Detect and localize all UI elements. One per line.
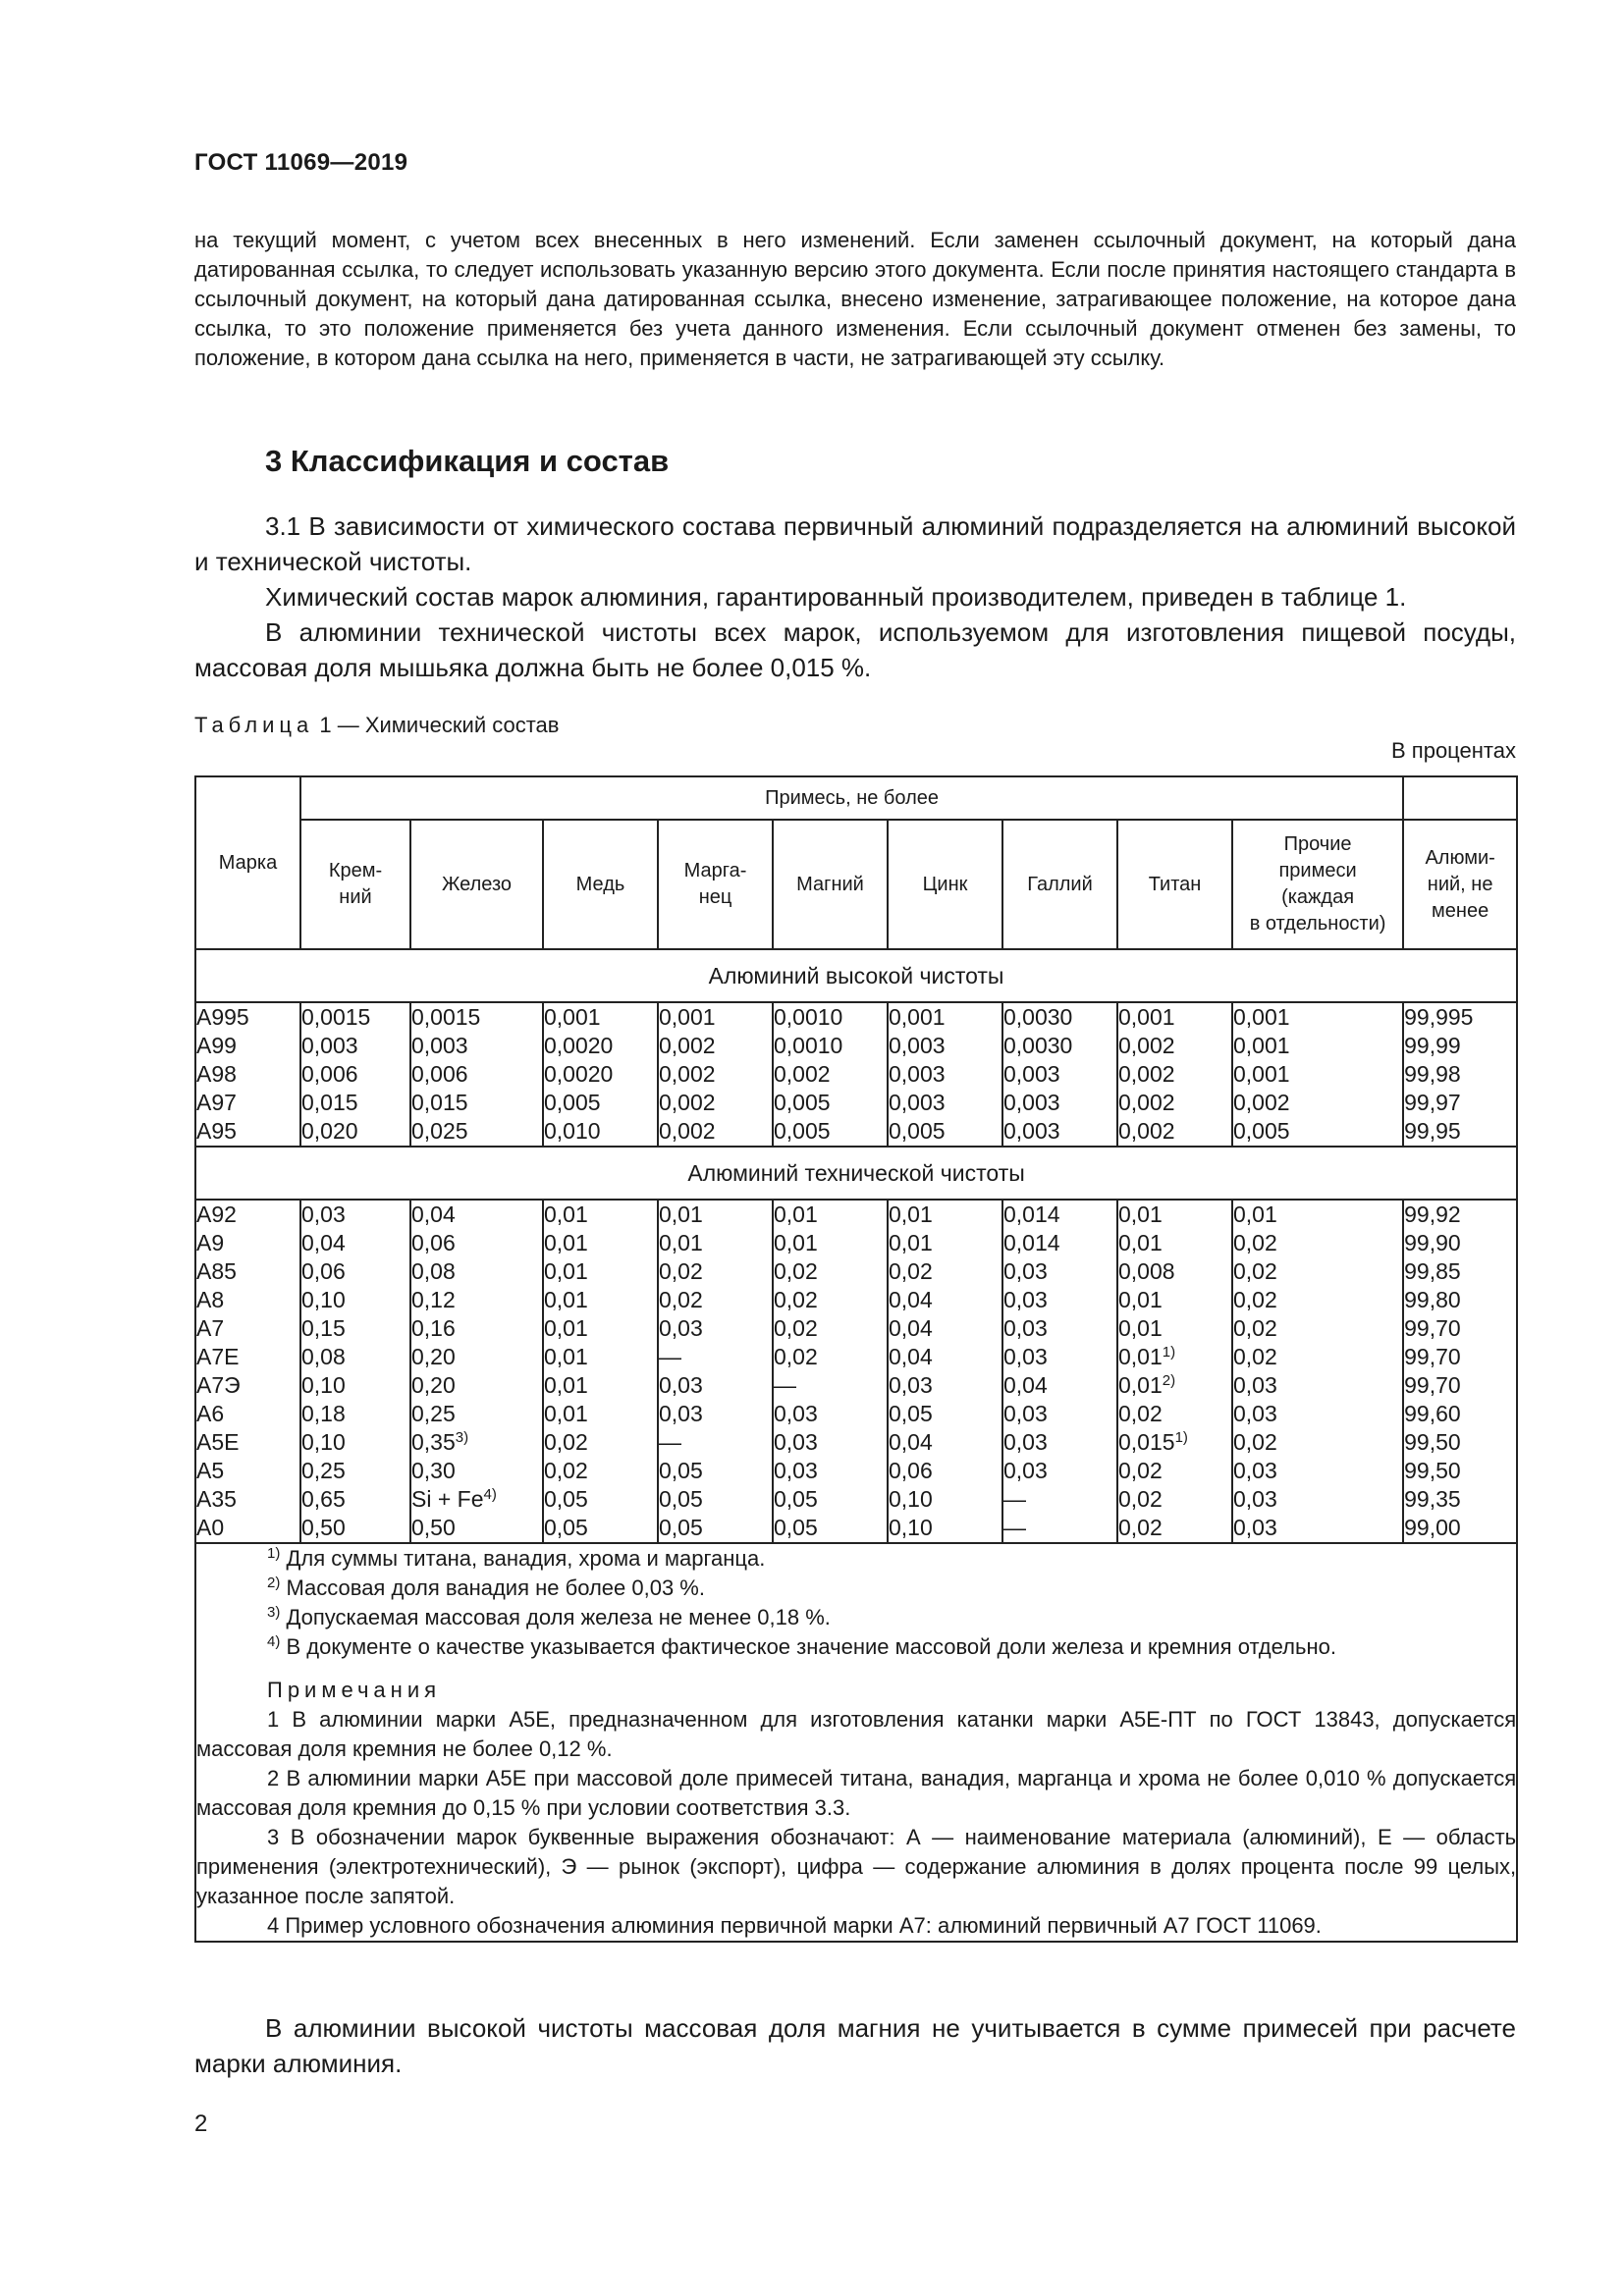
table-cell: 0,02 [544,1429,588,1455]
table-cell: 0,20 [411,1344,456,1369]
table-cell: $Si + Fe^{4)}$ [411,1486,497,1512]
document-identifier: ГОСТ 11069—2019 [194,149,408,176]
table-cell: 0,04 [889,1429,933,1455]
table-cell: 99,70 [1404,1315,1461,1341]
table-cell: 0,02 [659,1287,703,1312]
table-cell: 0,01 [774,1201,818,1227]
table-cell: 0,01 [889,1230,933,1255]
table-cell: 0,03 [301,1201,346,1227]
table-cell: 0,003 [301,1033,358,1058]
table-cell: А85 [196,1258,237,1284]
table-cell: 0,003 [889,1090,946,1115]
footnote-mark: 1) [267,1545,281,1562]
table-cell: 0,05 [659,1458,703,1483]
table-cell: 0,04 [411,1201,456,1227]
table-cell: 0,02 [774,1344,818,1369]
table-cell: 0,0015 [301,1004,371,1030]
table-cell: 0,02 [1118,1458,1163,1483]
high-col-gallium [1002,1002,1117,1147]
table-cell: 0,04 [1003,1372,1048,1398]
tech-col-magnesium [773,1200,888,1543]
table-cell: 0,65 [301,1486,346,1512]
table-notes [195,1543,1517,1942]
note-item: 1 В алюминии марки А5Е, предназначенном для изготовления катанки марки А5Е-ПТ по ГОСТ 13843, допускается массовая доля кремния не более 0,12 %. [196,1707,1517,1761]
table-cell: 0,05 [544,1486,588,1512]
table-cell: 0,006 [301,1061,358,1087]
table-cell: 0,005 [889,1118,946,1144]
table-cell: 0,005 [774,1118,831,1144]
table-cell: 0,01 [889,1201,933,1227]
table-cell: 0,01 [544,1201,588,1227]
table-cell: 0,10 [301,1287,346,1312]
table-cell: 0,35$^{3)}$ [411,1429,469,1455]
table-cell: А7 [196,1315,225,1341]
table-cell: 0,10 [889,1515,933,1540]
table-cell: 0,03 [1003,1458,1048,1483]
table-cell: 0,03 [1233,1486,1277,1512]
table-cell: 0,02 [774,1315,818,1341]
table-cell: А0 [196,1515,225,1540]
table-cell: 0,05 [774,1486,818,1512]
table-cell: 0,02 [1118,1515,1163,1540]
table-cell: 0,008 [1118,1258,1175,1284]
table-cell: 0,04 [889,1287,933,1312]
high-col-aluminium [1403,1002,1517,1147]
table-cell: 0,015 [411,1090,468,1115]
table-cell: 0,03 [1233,1515,1277,1540]
table-cell: 0,16 [411,1315,456,1341]
table-cell: 99,35 [1404,1486,1461,1512]
table-cell: 0,01$^{2)}$ [1118,1372,1176,1398]
footnotes [196,1544,1516,1662]
notes-list [196,1705,1516,1941]
table-cell: 0,01 [1118,1287,1163,1312]
table-cell: 0,02 [659,1258,703,1284]
table-cell: 0,01 [544,1230,588,1255]
table-cell: 0,02 [1118,1486,1163,1512]
table-cell: 0,03 [774,1458,818,1483]
tech-col-silicon [300,1200,410,1543]
table-cell: 0,014 [1003,1230,1060,1255]
table-cell: А99 [196,1033,237,1058]
table-cell: 0,08 [301,1344,346,1369]
high-purity-block [195,1002,1517,1147]
table-cell: 0,01 [544,1287,588,1312]
table-cell: 0,02 [774,1287,818,1312]
table-caption [194,713,559,738]
technical-purity-block [195,1200,1517,1543]
table-cell: 0,03 [1003,1401,1048,1426]
tech-col-copper [543,1200,658,1543]
table-cell: 0,02 [1233,1287,1277,1312]
table-cell: 0,003 [1003,1061,1060,1087]
table-cell: 0,04 [301,1230,346,1255]
footnote-mark: 4) [483,1486,497,1503]
table-cell: 0,10 [301,1429,346,1455]
table-cell: — [659,1429,681,1455]
table-caption-title: 1 — Химический состав [313,713,560,737]
table-cell: 0,015 [301,1090,358,1115]
high-col-zinc [888,1002,1002,1147]
table-cell: 0,03 [774,1401,818,1426]
table-cell: 0,001 [1233,1061,1290,1087]
tech-col-gallium [1002,1200,1117,1543]
table-cell: 0,05 [544,1515,588,1540]
table-cell: 0,04 [889,1344,933,1369]
table-cell: 0,0010 [774,1004,843,1030]
table-cell: 0,01 [544,1315,588,1341]
table-cell: 0,03 [1233,1372,1277,1398]
tech-col-aluminium [1403,1200,1517,1543]
table-cell: 0,002 [659,1061,716,1087]
header-gallium: Галлий [1002,820,1117,949]
table-cell: 0,014 [1003,1201,1060,1227]
footnote: $^{2)}$ Массовая доля ванадия не более 0,03 %. [267,1575,705,1600]
table-cell: 0,001 [544,1004,601,1030]
table-cell: А7Е [196,1344,240,1369]
table-cell: 99,97 [1404,1090,1461,1115]
table-cell: 0,0030 [1003,1004,1073,1030]
header-mark: Марка [195,776,300,949]
table-cell: 99,85 [1404,1258,1461,1284]
footnote: $^{1)}$ Для суммы титана, ванадия, хрома и марганца. [267,1545,766,1571]
footnote-mark: 2) [267,1575,281,1591]
table-cell: 0,0030 [1003,1033,1073,1058]
footnote-mark: 3) [455,1429,469,1446]
table-cell: 99,60 [1404,1401,1461,1426]
table-cell: 99,00 [1404,1515,1461,1540]
table-cell: 0,50 [301,1515,346,1540]
table-cell: 0,0020 [544,1033,614,1058]
table-cell: 0,03 [1003,1258,1048,1284]
note-item: 3 В обозначении марок буквенные выражения обозначают: А — наименование материала (алюминий), Е — область применения (электротехнический), Э — рынок (экспорт), цифра — содержание алюминия в долях процента после 99 целых, указанное после запятой. [196,1825,1517,1908]
footnote-mark: 1) [1162,1344,1176,1361]
table-cell: 0,003 [889,1061,946,1087]
table-cell: 0,02 [774,1258,818,1284]
table-cell: 0,05 [774,1515,818,1540]
table-cell: 0,015$^{1)}$ [1118,1429,1188,1455]
intro-paragraph: на текущий момент, с учетом всех внесенных в него изменений. Если заменен ссылочный документ, на который дана датированная ссылка, то следует использовать указанную версию этого документа. Если после принятия настоящего стандарта в ссылочный документ, на который дана датированная ссылка, внесено изменение, затрагивающее положение, на которое дана ссылка, то это положение применяется без учета данного изменения. Если ссылочный документ отменен без замены, то положение, в котором дана ссылка на него, применяется в части, не затрагивающей эту ссылку. [194,228,1516,370]
table-cell: 0,001 [889,1004,946,1030]
table-cell: 0,002 [774,1061,831,1087]
table-cell: 0,003 [1003,1090,1060,1115]
table-cell: 0,02 [544,1458,588,1483]
table-cell: А9 [196,1230,225,1255]
table-cell: 0,025 [411,1118,468,1144]
table-cell: 0,03 [1003,1287,1048,1312]
paragraph-3-1: 3.1 В зависимости от химического состава первичный алюминий подразделяется на алюминий высокой и технической чистоты. [194,511,1516,576]
chemical-composition-table [194,775,1518,1943]
table-cell: А6 [196,1401,225,1426]
high-col-titanium [1117,1002,1232,1147]
table-cell: 99,98 [1404,1061,1461,1087]
table-cell: А7Э [196,1372,241,1398]
table-cell: 0,04 [889,1315,933,1341]
table-cell: 99,80 [1404,1287,1461,1312]
table-cell: 0,0020 [544,1061,614,1087]
header-magnesium: Магний [773,820,888,949]
table-cell: 0,06 [301,1258,346,1284]
table-cell: 0,005 [1233,1118,1290,1144]
footnote-mark: 3) [267,1604,281,1621]
table-units: В процентах [1391,738,1516,763]
table-caption-label: Таблица [194,713,314,737]
note-item: 2 В алюминии марки А5Е при массовой доле примесей титана, ванадия, марганца и хрома не более 0,010 % допускается массовая доля кремния до 0,15 % при условии соответствия 3.3. [196,1766,1517,1820]
table-cell: 0,50 [411,1515,456,1540]
header-iron: Железо [410,820,543,949]
table-cell: 0,08 [411,1258,456,1284]
table-cell: 0,0015 [411,1004,481,1030]
table-cell: 0,03 [1003,1344,1048,1369]
table-cell: 0,05 [659,1515,703,1540]
table-cell: 99,90 [1404,1230,1461,1255]
table-cell: 99,70 [1404,1344,1461,1369]
table-cell: 99,99 [1404,1033,1461,1058]
table-cell: 0,001 [1233,1033,1290,1058]
table-cell: 0,01 [659,1230,703,1255]
table-cell: 0,30 [411,1458,456,1483]
tech-col-mark [195,1200,300,1543]
table-cell: 0,15 [301,1315,346,1341]
closing-paragraph: В алюминии высокой чистоты массовая доля магния не учитывается в сумме примесей при расчете марки алюминия. [194,2013,1516,2078]
header-impurity-group: Примесь, не более [300,776,1403,820]
table-cell: — [774,1372,796,1398]
note-item: 4 Пример условного обозначения алюминия первичной марки А7: алюминий первичный А7 ГОСТ 11069. [267,1913,1322,1938]
footnote: $^{4)}$ В документе о качестве указывается фактическое значение массовой доли железа и кремния отдельно. [267,1633,1336,1659]
table-cell: 0,18 [301,1401,346,1426]
table-cell: 0,003 [1003,1118,1060,1144]
table-cell: 0,03 [1003,1429,1048,1455]
high-col-silicon [300,1002,410,1147]
table-cell: 99,95 [1404,1118,1461,1144]
footnote-mark: 1) [1174,1429,1188,1446]
table-cell: 0,02 [1118,1401,1163,1426]
table-cell: 0,001 [1118,1004,1175,1030]
high-col-mark [195,1002,300,1147]
table-cell: 0,03 [889,1372,933,1398]
high-col-other [1232,1002,1403,1147]
table-cell: 0,10 [301,1372,346,1398]
page-number: 2 [194,2110,208,2137]
table-cell: 0,002 [1118,1118,1175,1144]
table-cell: 99,70 [1404,1372,1461,1398]
table-cell: А8 [196,1287,225,1312]
table-cell: 0,01 [774,1230,818,1255]
table-cell: 0,002 [1118,1061,1175,1087]
table-cell: 0,05 [889,1401,933,1426]
table-cell: 0,10 [889,1486,933,1512]
table-cell: 0,25 [301,1458,346,1483]
table-cell: 0,01 [544,1372,588,1398]
table-cell: 0,002 [1118,1033,1175,1058]
tech-col-iron [410,1200,543,1543]
table-cell: 0,002 [659,1118,716,1144]
table-cell: 0,001 [659,1004,716,1030]
table-cell: 0,03 [1233,1458,1277,1483]
table-cell: А5 [196,1458,225,1483]
table-cell: 0,20 [411,1372,456,1398]
header-blank [1403,776,1517,820]
table-cell: 99,50 [1404,1458,1461,1483]
high-col-manganese [658,1002,773,1147]
table-cell: А92 [196,1201,237,1227]
tech-col-titanium [1117,1200,1232,1543]
table-cell: 0,03 [659,1372,703,1398]
table-cell: 99,50 [1404,1429,1461,1455]
table-cell: — [1003,1515,1026,1540]
table-cell: 0,001 [1233,1004,1290,1030]
table-cell: 0,03 [1003,1315,1048,1341]
table-cell: 0,01 [1233,1201,1277,1227]
table-cell: 0,002 [659,1090,716,1115]
tech-col-zinc [888,1200,1002,1543]
table-cell: 99,92 [1404,1201,1461,1227]
header-copper: Медь [543,820,658,949]
table-cell: 0,12 [411,1287,456,1312]
table-cell: 0,01 [1118,1315,1163,1341]
table-cell: 0,002 [659,1033,716,1058]
high-col-copper [543,1002,658,1147]
table-cell: 0,02 [1233,1230,1277,1255]
table-cell: 0,06 [411,1230,456,1255]
header-zinc: Цинк [888,820,1002,949]
high-col-iron [410,1002,543,1147]
notes-heading: Примечания [267,1678,442,1702]
table-cell: 0,03 [659,1401,703,1426]
table-cell: 0,0010 [774,1033,843,1058]
header-titanium: Титан [1117,820,1232,949]
table-cell: 0,01 [659,1201,703,1227]
section-title: 3 Классификация и состав [265,444,670,478]
footnote-mark: 4) [267,1633,281,1650]
table-cell: — [659,1344,681,1369]
table-cell: 0,25 [411,1401,456,1426]
header-other-impurities: Прочие примеси (каждая в отдельности) [1232,820,1403,949]
section-high-purity: Алюминий высокой чистоты [195,949,1517,1002]
table-cell: 0,03 [774,1429,818,1455]
section-technical-purity: Алюминий технической чистоты [195,1147,1517,1200]
table-cell: 0,010 [544,1118,601,1144]
table-cell: 0,01 [1118,1230,1163,1255]
table-cell: 0,003 [411,1033,468,1058]
table-cell: 0,02 [1233,1315,1277,1341]
footnote: $^{3)}$ Допускаемая массовая доля железа не менее 0,18 %. [267,1604,831,1629]
table-cell: 0,05 [659,1486,703,1512]
table-cell: А98 [196,1061,237,1087]
paragraph-chemical-composition: Химический состав марок алюминия, гарантированный производителем, приведен в таблице 1. [265,582,1407,612]
table-cell: — [1003,1486,1026,1512]
header-manganese: Марга- нец [658,820,773,949]
table-cell: 0,02 [1233,1429,1277,1455]
header-silicon: Крем- ний [300,820,410,949]
table-cell: А35 [196,1486,237,1512]
table-cell: 0,01 [544,1344,588,1369]
table-cell: 0,005 [774,1090,831,1115]
table-cell: А95 [196,1118,237,1144]
header-aluminium-min: Алюми- ний, не менее [1403,820,1517,949]
tech-col-other [1232,1200,1403,1543]
footnote-mark: 2) [1162,1372,1176,1389]
table-cell: А995 [196,1004,249,1030]
table-cell: 0,02 [889,1258,933,1284]
table-cell: 0,006 [411,1061,468,1087]
table-cell: 0,003 [889,1033,946,1058]
table-cell: 0,03 [1233,1401,1277,1426]
table-cell: 0,005 [544,1090,601,1115]
table-cell: 0,01 [544,1401,588,1426]
tech-col-manganese [658,1200,773,1543]
table-cell: А5Е [196,1429,240,1455]
table-cell: А97 [196,1090,237,1115]
table-cell: 0,02 [1233,1258,1277,1284]
table-cell: 0,03 [659,1315,703,1341]
table-cell: 0,01$^{1)}$ [1118,1344,1176,1369]
table-cell: 99,995 [1404,1004,1474,1030]
high-col-magnesium [773,1002,888,1147]
table-cell: 0,002 [1118,1090,1175,1115]
table-cell: 0,002 [1233,1090,1290,1115]
table-cell: 0,01 [544,1258,588,1284]
table-cell: 0,06 [889,1458,933,1483]
table-cell: 0,02 [1233,1344,1277,1369]
table-cell: 0,020 [301,1118,358,1144]
table-cell: 0,01 [1118,1201,1163,1227]
paragraph-arsenic: В алюминии технической чистоты всех марок, используемом для изготовления пищевой посуды, массовая доля мышьяка должна быть не более 0,015 %. [194,617,1516,682]
